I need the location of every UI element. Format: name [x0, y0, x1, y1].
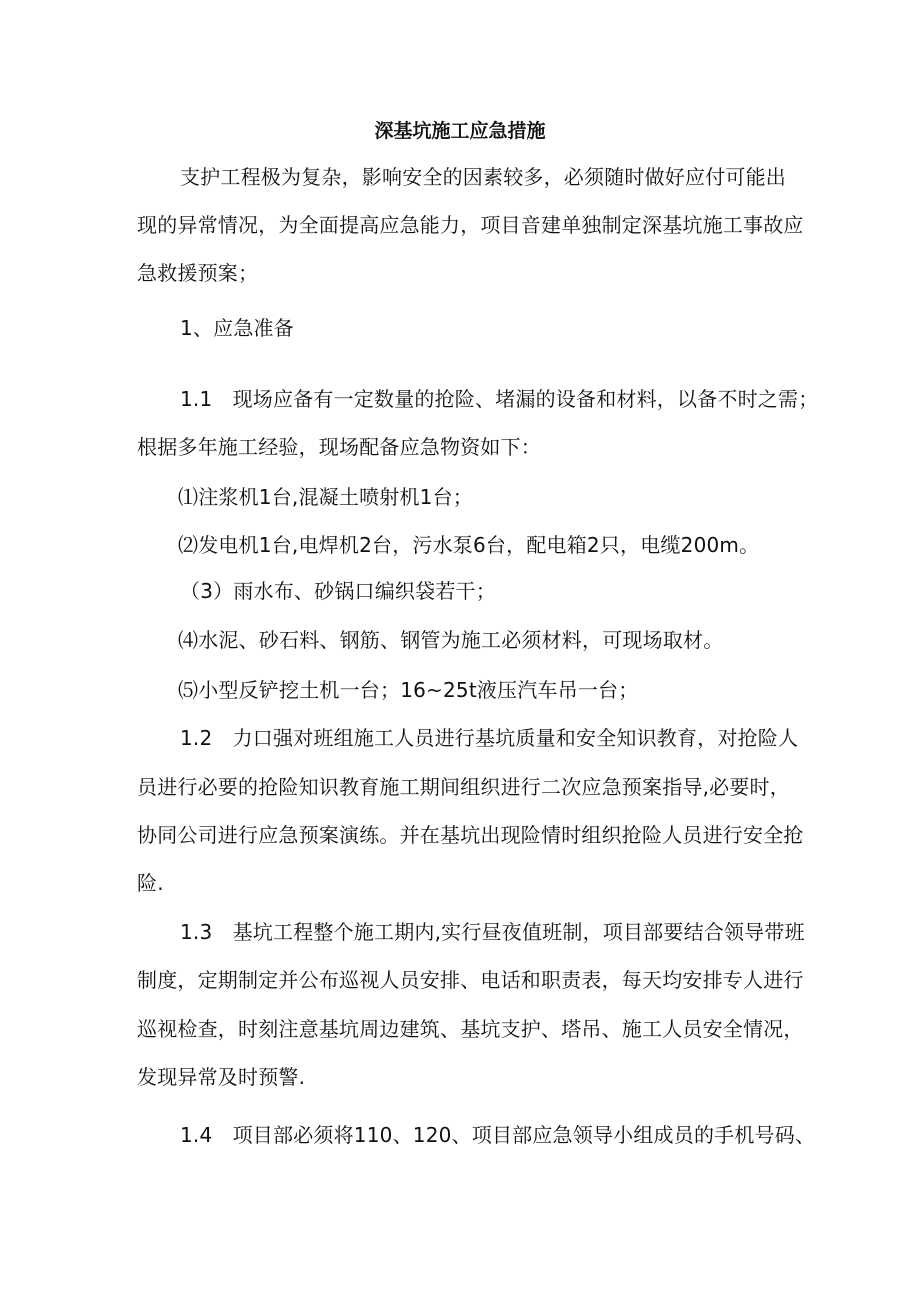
item-1-2-line-3: 协同公司进行应急预案演练。并在基坑出现险情时组织抢险人员进行安全抢 — [137, 823, 804, 847]
section-heading-1: 1、应急准备 — [180, 316, 294, 340]
item-1-3-line-3: 巡视检查，时刻注意基坑周边建筑、基坑支护、塔吊、施工人员安全情况， — [137, 1017, 804, 1041]
material-item-3: （3）雨水布、砂锅口编织袋若干； — [180, 579, 496, 603]
intro-line-1: 支护工程极为复杂，影响安全的因素较多，必须随时做好应付可能出 — [180, 165, 786, 189]
item-1-3-line-4: 发现异常及时预警. — [137, 1065, 306, 1089]
intro-line-3: 急救援预案； — [137, 261, 259, 285]
item-1-3-line-1: 1.3 基坑工程整个施工期内,实行昼夜值班制，项目部要结合领导带班 — [180, 920, 805, 944]
intro-line-2: 现的异常情况，为全面提高应急能力，项目音建单独制定深基坑施工事故应 — [137, 213, 804, 237]
item-1-2-line-4: 险. — [137, 871, 164, 895]
document-title: 深基坑施工应急措施 — [374, 120, 546, 142]
item-1-1-line-2: 根据多年施工经验，现场配备应急物资如下： — [137, 435, 541, 459]
item-1-3-line-2: 制度，定期制定并公布巡视人员安排、电话和职责表，每天均安排专人进行 — [137, 968, 804, 992]
material-item-1: ⑴注浆机1台,混凝土喷射机1台； — [178, 485, 474, 509]
item-1-2-line-1: 1.2 力口强对班组施工人员进行基坑质量和安全知识教育，对抢险人 — [180, 726, 799, 750]
item-1-1-line-1: 1.1 现场应备有一定数量的抢险、堵漏的设备和材料，以备不时之需； — [180, 387, 819, 411]
material-item-4: ⑷水泥、砂石料、钢筋、钢管为施工必须材料，可现场取材。 — [178, 628, 724, 652]
material-item-5: ⑸小型反铲挖土机一台；16~25t液压汽车吊一台； — [178, 678, 639, 702]
item-1-2-line-2: 员进行必要的抢险知识教育施工期间组织进行二次应急预案指导,必要时， — [137, 775, 790, 799]
material-item-2: ⑵发电机1台,电焊机2台，污水泵6台，配电箱2只，电缆200m。 — [178, 533, 760, 557]
item-1-4-line-1: 1.4 项目部必须将110、120、项目部应急领导小组成员的手机号码、 — [180, 1123, 816, 1147]
